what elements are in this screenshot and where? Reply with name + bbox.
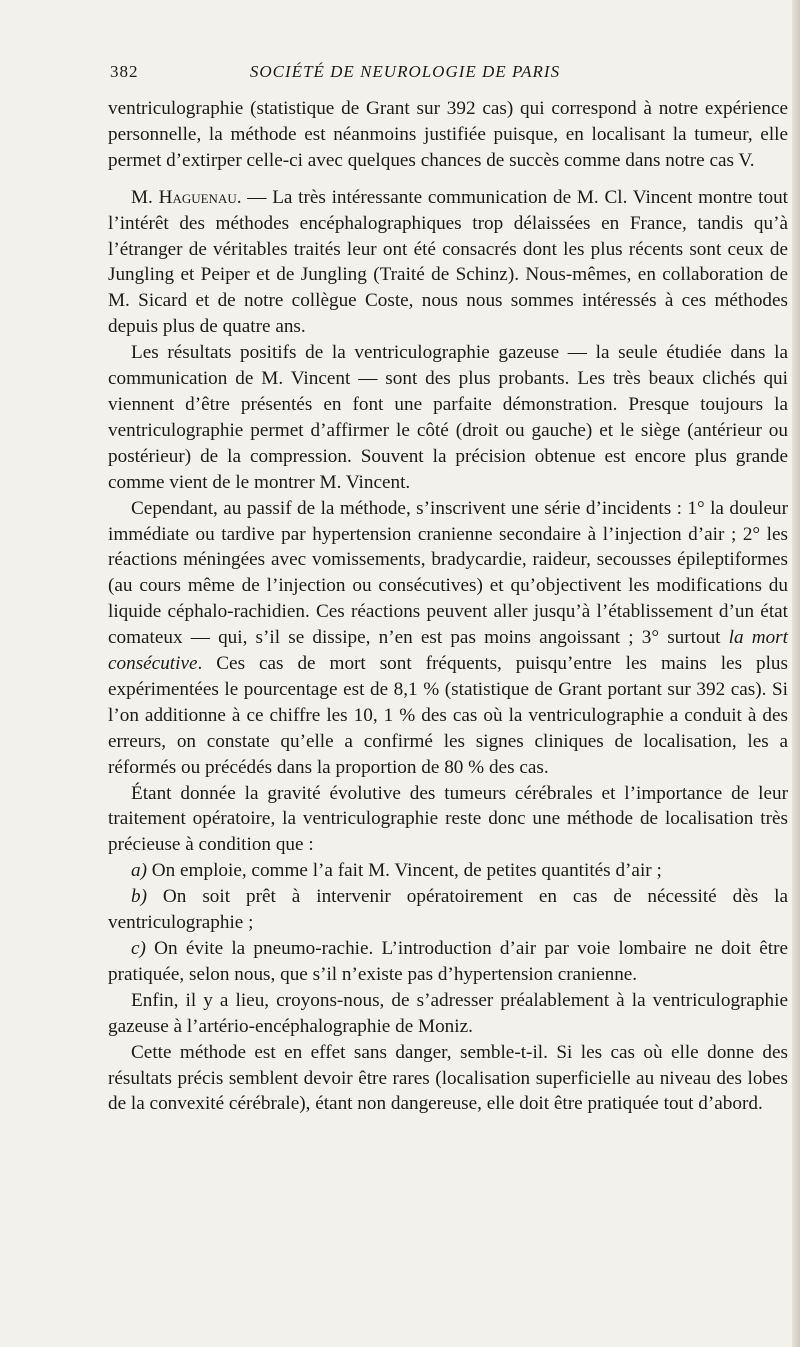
page-header <box>110 62 700 86</box>
running-title: SOCIÉTÉ DE NEUROLOGIE DE PARIS <box>249 62 561 81</box>
page-number: 382 <box>110 62 139 81</box>
italic-phrase: la mort consécutive <box>108 627 788 675</box>
list-item-b <box>108 884 788 936</box>
paragraph-conditions: Étant donnée la gravité évolutive des tumeurs cérébrales et l’importance de leur traitement opératoire, la ventriculographie reste donc une méthode de localisation très précieuse à condition que : <box>108 782 788 856</box>
list-marker: a) <box>131 860 147 882</box>
paragraph-incidents <box>108 496 788 781</box>
list-item-text: On emploie, comme l’a fait M. Vincent, de petites quantités d’air ; <box>146 860 662 882</box>
paragraph-continued: ventriculographie (statistique de Grant sur 392 cas) qui correspond à notre expérience personnelle, la méthode est néanmoins justifiée puisque, en localisant la tumeur, elle permet d’extirper celle-ci avec quelques chances de succès comme dans notre cas V. <box>108 98 788 171</box>
list-marker: c) <box>131 938 146 959</box>
list-marker: b) <box>131 886 147 908</box>
list-item-c <box>108 936 788 988</box>
paragraph-text: Cependant, au passif de la méthode, s’inscrivent une série d’incidents : 1° la douleur immédiate ou tardive par hypertension cranienne secondaire à l’injection d’air ; 2° les réactions méningées avec vomissements, bradycardie, raideur, secousses épileptiformes (au cours même de l’injection ou consécutives) et qu’objectivent les modifications du liquide céphalo-rachidien. Ces réactions peuvent aller jusqu’à l’établissement d’un état comateux — qui, s’il se dissipe, n’en est pas moins angoissant ; 3° surtout <box>108 497 788 649</box>
paragraph-moniz: Enfin, il y a lieu, croyons-nous, de s’adresser préalablement à la ventriculographie gazeuse à l’artério-encéphalographie de Moniz. <box>108 989 788 1037</box>
paragraph-haguenau <box>108 185 788 340</box>
paragraph-conclusion: Cette méthode est en effet sans danger, semble-t-il. Si les cas où elle donne des résultats précis semblent devoir être rares (localisation superficielle au niveau des lobes de la convexité cérébrale), étant non dangereuse, elle doit être pratiquée tout d’abord. <box>108 1041 788 1115</box>
body-text <box>108 96 788 1117</box>
list-item-text: On évite la pneumo-rachie. L’introduction d’air par voie lombaire ne doit être pratiquée, selon nous, que s’il n’existe pas d’hypertension cranienne. <box>108 938 788 985</box>
speaker-name: M. Haguenau. <box>131 186 242 208</box>
paragraph-text: . Ces cas de mort sont fréquents, puisqu’entre les mains les plus expérimentées le pourcentage est de 8,1 % (statistique de Grant portant sur 392 cas). Si l’on additionne à ce chiffre les 10, 1 % des cas où la ventriculographie a conduit à des erreurs, on constate qu’elle a confirmé les signes cliniques de localisation, les a réformés ou précédés dans la proportion de 80 % des cas. <box>108 653 788 778</box>
paragraph-text: — La très intéressante communication de M. Cl. Vincent montre tout l’intérêt des méthodes encéphalographiques trop délaissées en France, tandis qu’à l’étranger de véritables traités leur ont été consacrés dont les plus récents sont ceux de Jungling et Peiper et de Jungling (Traité de Schinz). Nous-mêmes, en collaboration de M. Sicard et de notre collègue Coste, nous nous sommes intéressés à ces méthodes depuis plus de quatre ans. <box>108 186 789 338</box>
page-edge-shadow <box>792 0 800 1347</box>
list-item-a <box>108 858 788 884</box>
paragraph-results: Les résultats positifs de la ventriculographie gazeuse — la seule étudiée dans la communication de M. Vincent — sont des plus probants. Les très beaux clichés qui viennent d’être présentés en font une parfaite démonstration. Presque toujours la ventriculographie permet d’affirmer le côté (droit ou gauche) et le siège (antérieur ou postérieur) de la compression. Souvent la précision obtenue est encore plus grande comme vient de le montrer M. Vincent. <box>108 342 788 493</box>
list-item-text: On soit prêt à intervenir opératoirement en cas de nécessité dès la ventriculographie ; <box>108 886 788 934</box>
